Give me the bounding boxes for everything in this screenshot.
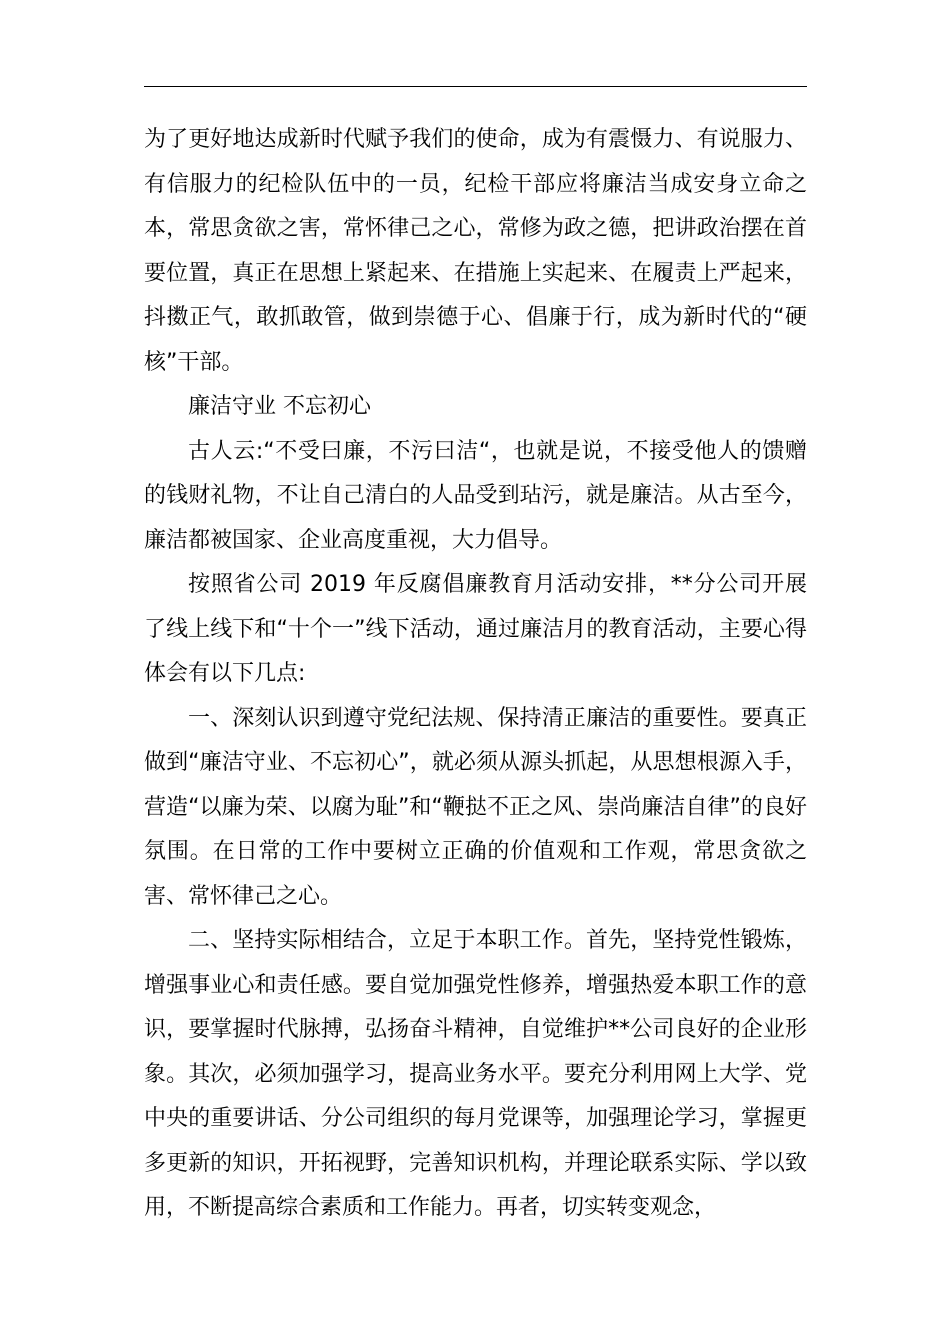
document-body [144,118,807,1231]
paragraph: 古人云:“不受曰廉，不污曰洁“，也就是说，不接受他人的馈赠的钱财礼物，不让自己清白的人品受到玷污，就是廉洁。从古至今，廉洁都被国家、企业高度重视，大力倡导。 [144,438,807,553]
paragraph: 为了更好地达成新时代赋予我们的使命，成为有震慑力、有说服力、有信服力的纪检队伍中的一员，纪检干部应将廉洁当成安身立命之本，常思贪欲之害，常怀律己之心，常修为政之德，把讲政治摆在首要位置，真正在思想上紧起来、在措施上实起来、在履责上严起来，抖擞正气，敢抓敢管，做到崇德于心、倡廉于行，成为新时代的“硬核”干部。 [144,127,807,375]
header-rule [144,86,807,87]
paragraph: 二、坚持实际相结合，立足于本职工作。首先，坚持党性锻炼，增强事业心和责任感。要自觉加强党性修养，增强热爱本职工作的意识，要掌握时代脉搏，弘扬奋斗精神，自觉维护**公司良好的企业形象。其次，必须加强学习，提高业务水平。要充分利用网上大学、党中央的重要讲话、分公司组织的每月党课等，加强理论学习，掌握更多更新的知识，开拓视野，完善知识机构，并理论联系实际、学以致用，不断提高综合素质和工作能力。再者，切实转变观念， [144,928,807,1220]
paragraph: 一、深刻认识到遵守党纪法规、保持清正廉洁的重要性。要真正做到“廉洁守业、不忘初心”，就必须从源头抓起，从思想根源入手，营造“以廉为荣、以腐为耻”和“鞭挞不正之风、崇尚廉洁自律”的良好氛围。在日常的工作中要树立正确的价值观和工作观，常思贪欲之害、常怀律己之心。 [144,705,807,909]
paragraph: 按照省公司 2019 年反腐倡廉教育月活动安排，**分公司开展了线上线下和“十个一”线下活动，通过廉洁月的教育活动，主要心得体会有以下几点: [144,572,807,686]
section-heading: 廉洁守业 不忘初心 [188,394,371,419]
